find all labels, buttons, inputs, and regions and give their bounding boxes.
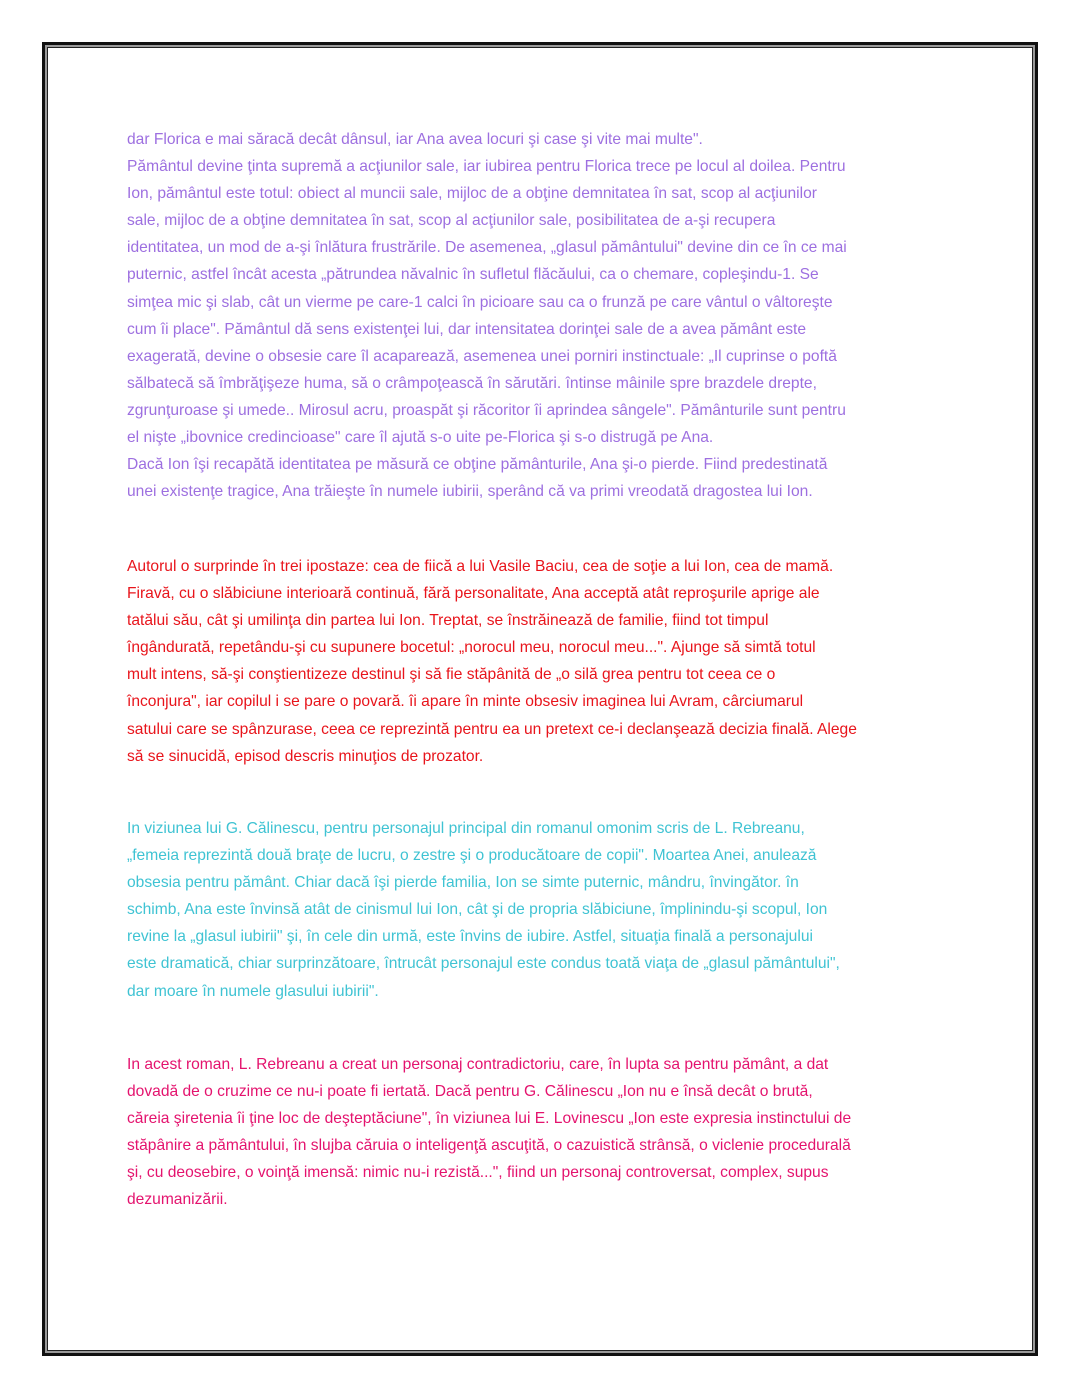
text-line: Ion, pământul este totul: obiect al muncii sale, mijloc de a obţine demnitatea în sat, scop al acţiunilor bbox=[127, 185, 817, 203]
text-line: revine la „glasul iubirii" şi, în cele din urmă, este învins de iubire. Astfel, situaţia finală a personajului bbox=[127, 928, 813, 946]
text-line: Pământul devine ţinta supremă a acţiunilor sale, iar iubirea pentru Florica trece pe locul al doilea. Pentru bbox=[127, 158, 846, 176]
text-line: obsesia pentru pământ. Chiar dacă îşi pierde familia, Ion se simte puternic, mândru, învingător. în bbox=[127, 874, 799, 892]
text-line: mult intens, să-şi conştientizeze destinul şi să fie stăpânită de „o silă grea pentru tot ceea ce o bbox=[127, 666, 776, 684]
text-line: dovadă de o cruzime ce nu-i poate fi iertată. Dacă pentru G. Călinescu „Ion nu e însă decât o brută, bbox=[127, 1083, 813, 1101]
text-line: el nişte „ibovnice credincioase" care îl ajută s-o uite pe-Florica şi s-o distrugă pe Ana. bbox=[127, 429, 714, 447]
text-line: Dacă Ion îşi recapătă identitatea pe măsură ce obţine pământurile, Ana şi-o pierde. Fiind predestinată bbox=[127, 456, 828, 474]
text-line: este dramatică, chiar surprinzătoare, întrucât personajul este condus toată viaţa de „glasul pământului", bbox=[127, 955, 840, 973]
text-line: unei existenţe tragice, Ana trăieşte în numele iubirii, sperând că va primi vreodată dragostea lui Ion. bbox=[127, 483, 813, 501]
text-line: sălbatecă să îmbrăţişeze huma, să o crâmpoţească în sărutări. întinse mâinile spre brazdele drepte, bbox=[127, 374, 817, 392]
text-line: stăpânire a pământului, în slujba căruia o inteligenţă ascuţită, o cazuistică strânsă, o viclenie procedurală bbox=[127, 1137, 851, 1155]
text-line: Autorul o surprinde în trei ipostaze: cea de fiică a lui Vasile Baciu, cea de soţie a lui Ion, cea de mamă. bbox=[127, 558, 834, 575]
text-line: Firavă, cu o slăbiciune interioară continuă, fără personalitate, Ana acceptă atât reproşurile aprige ale bbox=[127, 585, 820, 603]
text-line: exagerată, devine o obsesie care îl acaparează, asemenea unei porniri instinctuale: „Il cuprinse o poftă bbox=[127, 347, 837, 365]
paragraph-conclusion bbox=[127, 1051, 967, 1214]
paragraph-land-obsession bbox=[127, 126, 967, 505]
text-line: să se sinucidă, episod descris minuţios de prozator. bbox=[127, 747, 484, 765]
text-line: dar Florica e mai săracă decât dânsul, iar Ana avea locuri şi case şi vite mai multe". bbox=[127, 131, 703, 148]
text-line: dezumanizării. bbox=[127, 1191, 228, 1209]
text-line: dar moare în numele glasului iubirii". bbox=[127, 982, 379, 1000]
text-line: tatălui său, cât şi umilinţa din partea lui Ion. Treptat, se înstrăinează de familie, fiind tot timpul bbox=[127, 612, 769, 630]
text-line: zgrunţuroase şi umede.. Mirosul acru, proaspăt şi răcoritor îi aprindea sângele". Pământurile sunt pentru bbox=[127, 401, 846, 419]
text-line: identitatea, un mod de a-şi înlătura frustrările. De asemenea, „glasul pământului" devine din ce în ce mai bbox=[127, 239, 847, 257]
text-line: In acest roman, L. Rebreanu a creat un personaj contradictoriu, care, în lupta sa pentru pământ, a dat bbox=[127, 1056, 829, 1073]
text-line: căreia şiretenia îi ţine loc de deşteptăciune", în viziunea lui E. Lovinescu „Ion este expresia instinctului de bbox=[127, 1110, 852, 1128]
paragraph-ana-ipostaze bbox=[127, 553, 967, 770]
paragraph-calinescu-view bbox=[127, 815, 967, 1005]
text-line: şi, cu deosebire, o voinţă imensă: nimic nu-i rezistă...", fiind un personaj controversat, complex, supus bbox=[127, 1164, 829, 1182]
text-line: In viziunea lui G. Călinescu, pentru personajul principal din romanul omonim scris de L. Rebreanu, bbox=[127, 820, 805, 837]
text-line: simţea mic şi slab, cât un vierme pe care-1 calci în picioare sau ca o frunză pe care vântul o vâltoreşte bbox=[127, 293, 833, 311]
text-line: „femeia reprezintă două braţe de lucru, o zestre şi o producătoare de copii". Moartea Anei, anulează bbox=[127, 847, 817, 865]
text-line: înconjura", iar copilul i se pare o povară. îi apare în minte obsesiv imaginea lui Avram, cârciumarul bbox=[127, 693, 804, 711]
text-line: sale, mijloc de a obţine demnitatea în sat, scop al acţiunilor sale, posibilitatea de a-şi recupera bbox=[127, 212, 776, 230]
text-line: schimb, Ana este învinsă atât de cinismul lui Ion, cât şi de propria slăbiciune, împlinindu-şi scopul, Ion bbox=[127, 901, 828, 919]
text-line: îngândurată, repetându-şi cu supunere bocetul: „norocul meu, norocul meu...". Ajunge să simtă totul bbox=[127, 639, 816, 657]
text-line: cum îi place". Pământul dă sens existenţei lui, dar intensitatea dorinţei sale de a avea pământ este bbox=[127, 320, 807, 338]
text-line: satului care se spânzurase, ceea ce reprezintă pentru ea un pretext ce-i declanşează decizia finală. Alege bbox=[127, 720, 857, 738]
text-line: puternic, astfel încât acesta „pătrundea năvalnic în sufletul flăcăului, ca o chemare, copleşindu-1. Se bbox=[127, 266, 819, 284]
